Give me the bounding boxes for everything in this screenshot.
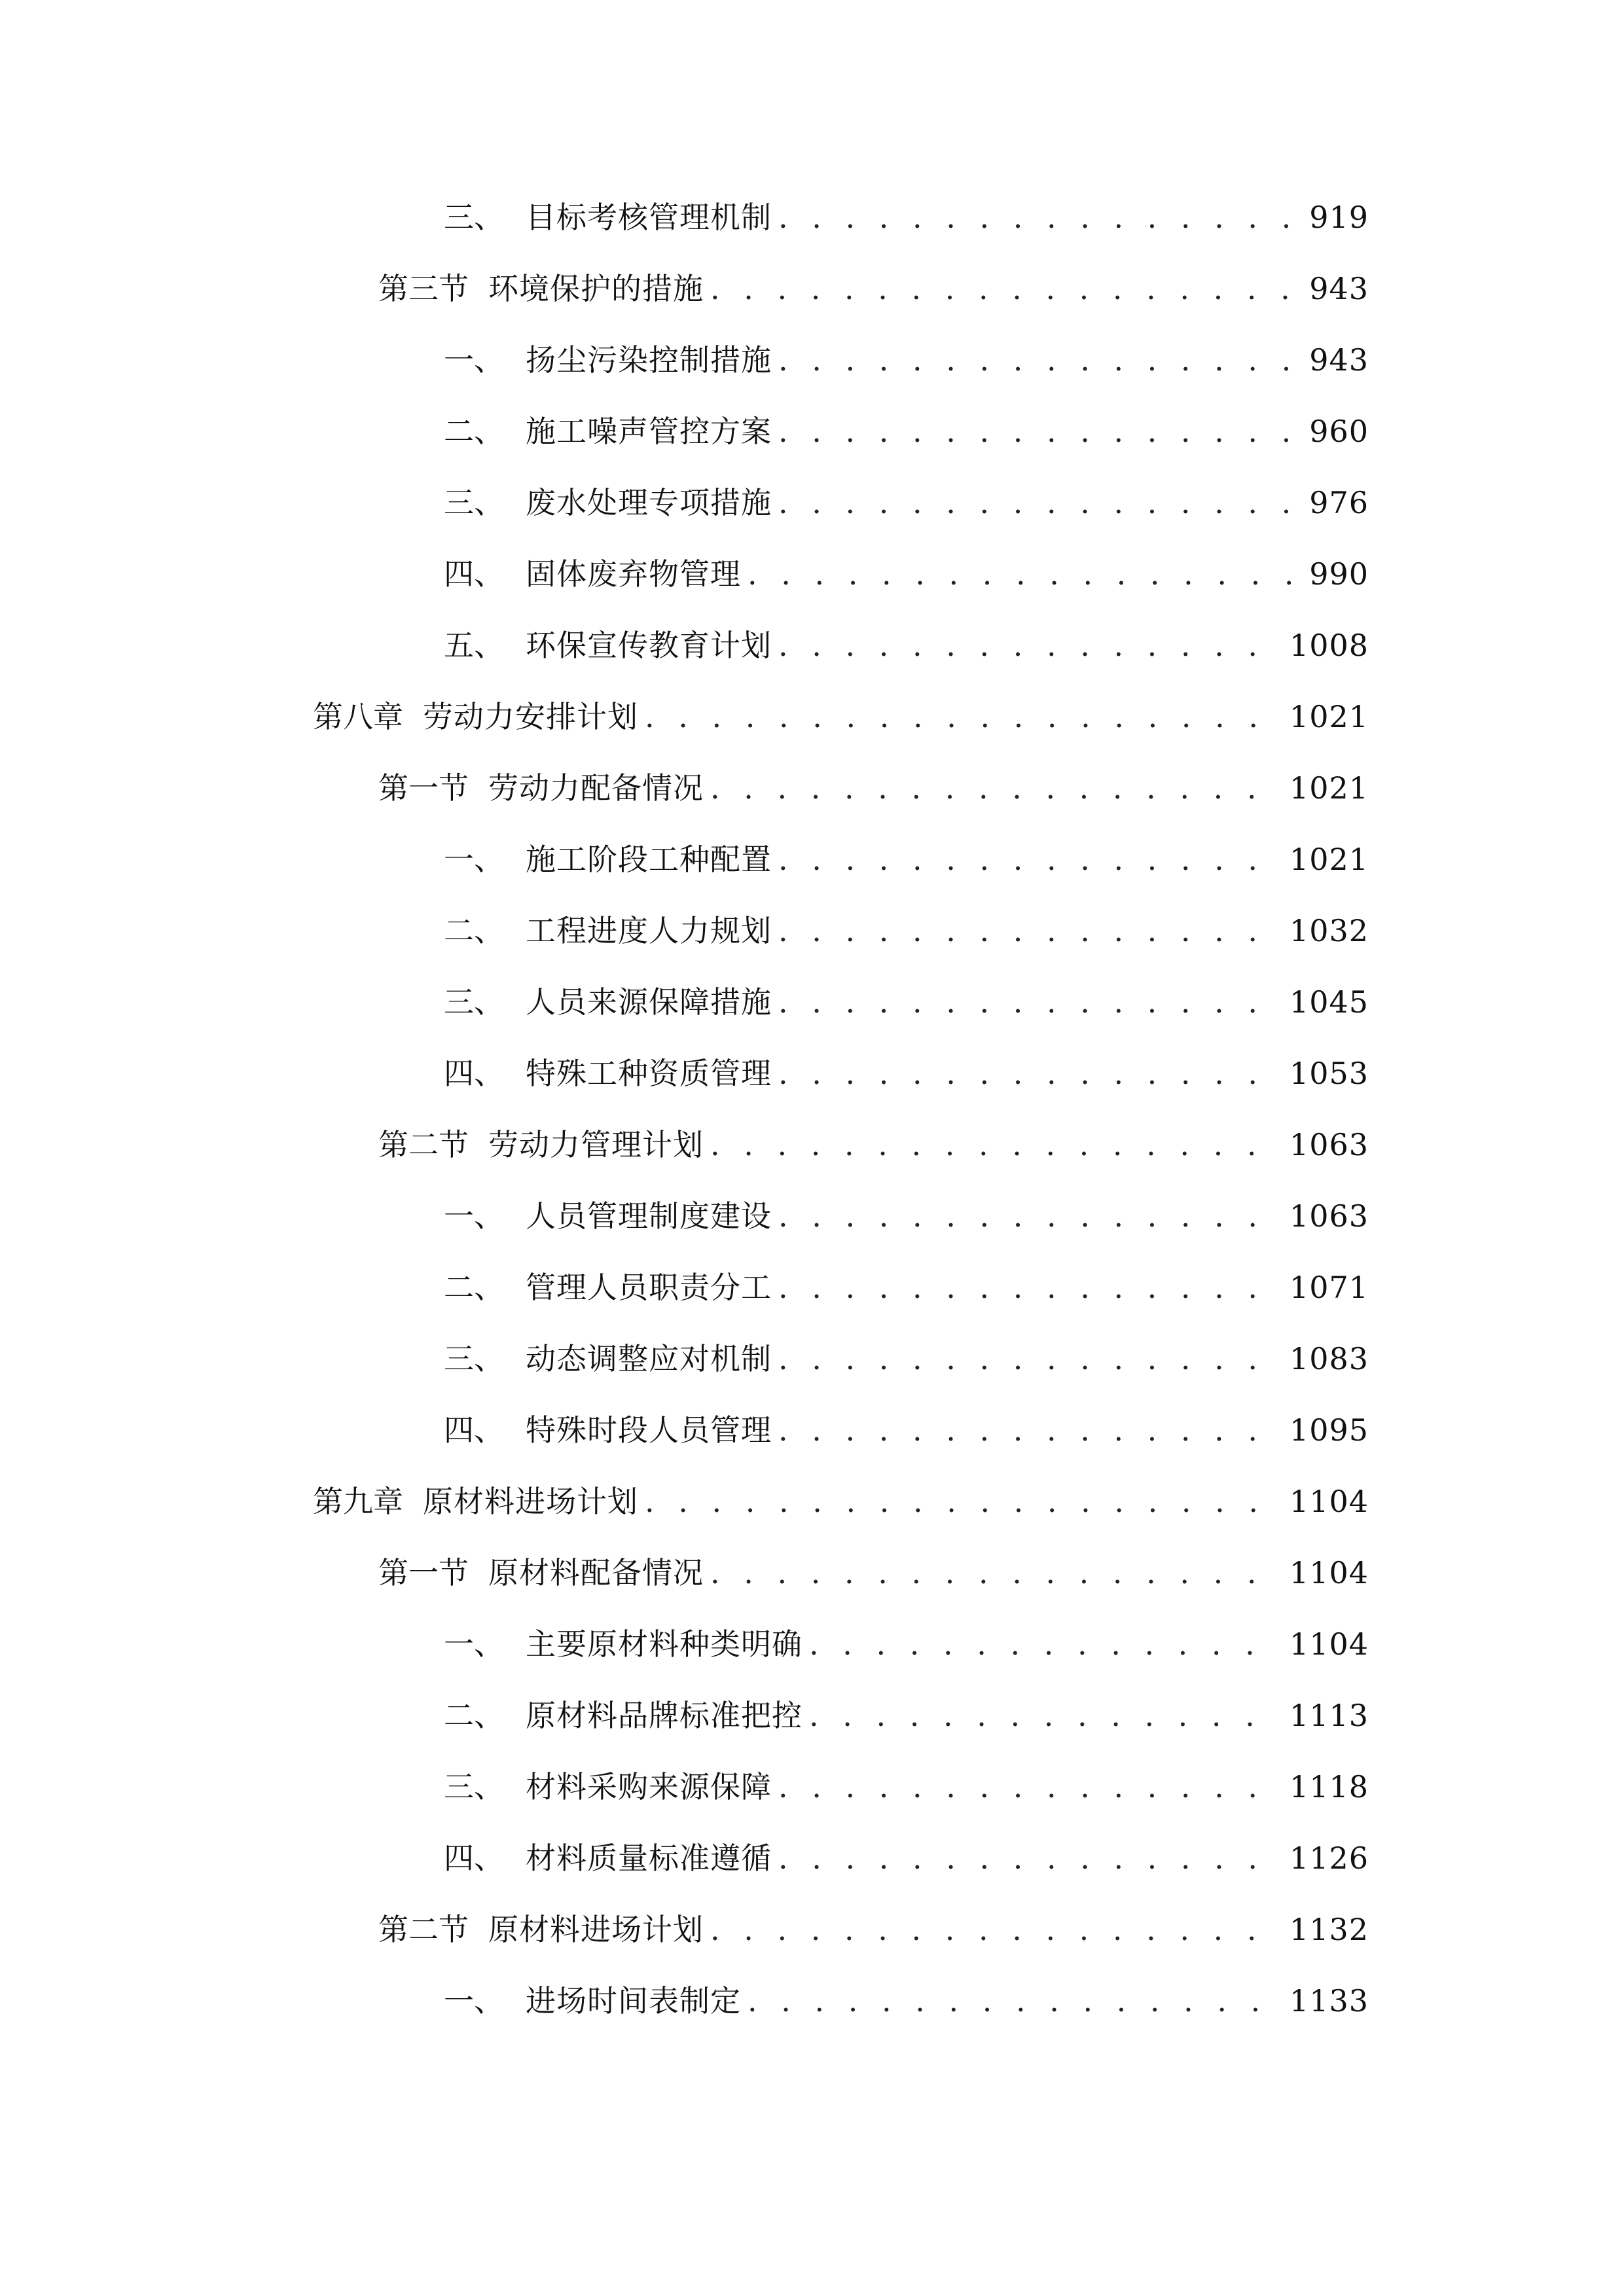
toc-entry-number: 第二节 <box>378 1127 469 1162</box>
toc-entry-title: 动态调整应对机制 <box>526 1341 772 1376</box>
toc-entry-title: 劳动力管理计划 <box>488 1127 704 1162</box>
toc-entry-page: 1132 <box>1289 1912 1369 1947</box>
toc-entry-page: 1021 <box>1289 699 1369 734</box>
toc-entry-title: 固体废弃物管理 <box>526 556 741 592</box>
dot-leader <box>710 262 1300 315</box>
toc-entry[interactable] <box>378 1903 1369 1956</box>
toc-entry[interactable] <box>444 1047 1369 1100</box>
toc-entry[interactable] <box>378 262 1369 315</box>
toc-entry-title: 人员来源保障措施 <box>526 984 772 1020</box>
toc-entry-title: 主要原材料种类明确 <box>526 1626 803 1662</box>
toc-entry[interactable] <box>444 476 1369 529</box>
toc-entry-number: 三、 <box>444 200 504 235</box>
toc-entry-page: 1053 <box>1289 1056 1369 1091</box>
toc-entry[interactable] <box>313 1475 1369 1528</box>
toc-entry-number: 第八章 <box>313 699 403 734</box>
toc-entry[interactable] <box>444 548 1369 600</box>
toc-entry[interactable] <box>444 1832 1369 1884</box>
toc-entry-title: 原材料品牌标准把控 <box>526 1698 803 1733</box>
toc-entry-page: 1104 <box>1289 1626 1369 1662</box>
toc-entry[interactable] <box>444 1404 1369 1456</box>
toc-entry-page: 1021 <box>1289 770 1369 806</box>
toc-entry-page: 1104 <box>1289 1484 1369 1519</box>
toc-entry[interactable] <box>444 619 1369 672</box>
toc-entry-number: 四、 <box>444 1412 504 1448</box>
toc-entry-title: 原材料进场计划 <box>488 1912 704 1947</box>
toc-entry-page: 1126 <box>1289 1840 1369 1876</box>
toc-entry-number: 三、 <box>444 984 504 1020</box>
toc-entry-page: 1104 <box>1289 1555 1369 1590</box>
toc-entry-number: 二、 <box>444 1698 504 1733</box>
toc-entry-number: 四、 <box>444 556 504 592</box>
toc-entry-page: 1032 <box>1289 913 1369 948</box>
dot-leader <box>710 1547 1280 1599</box>
toc-entry-title: 原材料进场计划 <box>423 1484 638 1519</box>
toc-entry-title: 施工阶段工种配置 <box>526 842 772 877</box>
toc-entry-number: 三、 <box>444 485 504 520</box>
toc-entry-page: 1063 <box>1289 1198 1369 1234</box>
toc-entry-number: 四、 <box>444 1840 504 1876</box>
toc-entry-number: 二、 <box>444 414 504 449</box>
toc-entry-title: 目标考核管理机制 <box>526 200 772 235</box>
dot-leader <box>710 1903 1280 1956</box>
toc-entry[interactable] <box>313 691 1369 743</box>
dot-leader <box>645 691 1280 743</box>
dot-leader <box>778 191 1300 243</box>
toc-entry[interactable] <box>378 1547 1369 1599</box>
dot-leader <box>748 548 1300 600</box>
toc-entry[interactable] <box>444 1689 1369 1742</box>
toc-entry[interactable] <box>444 1761 1369 1813</box>
toc-entry[interactable] <box>444 976 1369 1028</box>
dot-leader <box>778 833 1280 886</box>
toc-entry-title: 材料采购来源保障 <box>526 1769 772 1804</box>
toc-entry-title: 进场时间表制定 <box>526 1983 741 2018</box>
dot-leader <box>778 905 1280 957</box>
dot-leader <box>778 1333 1280 1385</box>
dot-leader <box>778 1404 1280 1456</box>
toc-entry-number: 第一节 <box>378 1555 469 1590</box>
toc-entry-number: 一、 <box>444 1626 504 1662</box>
dot-leader <box>809 1689 1280 1742</box>
toc-entry-page: 1095 <box>1289 1412 1369 1448</box>
dot-leader <box>778 405 1300 457</box>
toc-entry-number: 四、 <box>444 1056 504 1091</box>
toc-entry-number: 一、 <box>444 842 504 877</box>
toc-entry[interactable] <box>444 334 1369 386</box>
toc-entry-title: 特殊工种资质管理 <box>526 1056 772 1091</box>
dot-leader <box>710 762 1280 814</box>
toc-entry-page: 1008 <box>1289 628 1369 663</box>
toc-entry[interactable] <box>444 191 1369 243</box>
dot-leader <box>778 334 1300 386</box>
dot-leader <box>778 1047 1280 1100</box>
dot-leader <box>809 1618 1280 1670</box>
toc-entry-title: 原材料配备情况 <box>488 1555 704 1590</box>
toc-entry[interactable] <box>378 762 1369 814</box>
toc-entry-title: 环保宣传教育计划 <box>526 628 772 663</box>
toc-entry[interactable] <box>444 405 1369 457</box>
dot-leader <box>778 976 1280 1028</box>
toc-entry-title: 管理人员职责分工 <box>526 1270 772 1305</box>
toc-entry-title: 特殊时段人员管理 <box>526 1412 772 1448</box>
toc-entry-page: 1083 <box>1289 1341 1369 1376</box>
toc-entry[interactable] <box>444 1333 1369 1385</box>
toc-entry-title: 工程进度人力规划 <box>526 913 772 948</box>
toc-entry-page: 960 <box>1309 414 1369 449</box>
toc-entry-page: 943 <box>1309 342 1369 378</box>
toc-entry[interactable] <box>444 1618 1369 1670</box>
toc-entry-title: 废水处理专项措施 <box>526 485 772 520</box>
toc-entry[interactable] <box>444 905 1369 957</box>
toc-entry-title: 施工噪声管控方案 <box>526 414 772 449</box>
dot-leader <box>778 1261 1280 1314</box>
dot-leader <box>748 1975 1280 2027</box>
toc-entry-number: 三、 <box>444 1341 504 1376</box>
toc-entry-title: 劳动力配备情况 <box>488 770 704 806</box>
toc-entry[interactable] <box>444 1190 1369 1242</box>
toc-entry-number: 三、 <box>444 1769 504 1804</box>
dot-leader <box>778 1761 1280 1813</box>
toc-entry-title: 环境保护的措施 <box>488 271 704 306</box>
toc-entry-number: 一、 <box>444 342 504 378</box>
toc-entry-number: 第九章 <box>313 1484 403 1519</box>
toc-entry-page: 1118 <box>1289 1769 1369 1804</box>
toc-entry-page: 1063 <box>1289 1127 1369 1162</box>
toc-entry-number: 第一节 <box>378 770 469 806</box>
toc-entry-title: 人员管理制度建设 <box>526 1198 772 1234</box>
toc-entry[interactable] <box>444 1261 1369 1314</box>
toc-entry-number: 五、 <box>444 628 504 663</box>
toc-entry-page: 1113 <box>1289 1698 1369 1733</box>
dot-leader <box>710 1119 1280 1171</box>
toc-entry-number: 二、 <box>444 1270 504 1305</box>
dot-leader <box>778 619 1280 672</box>
dot-leader <box>778 1832 1280 1884</box>
toc-entry-page: 943 <box>1309 271 1369 306</box>
toc-entry[interactable] <box>378 1119 1369 1171</box>
toc-entry-title: 材料质量标准遵循 <box>526 1840 772 1876</box>
dot-leader <box>645 1475 1280 1528</box>
toc-entry-number: 二、 <box>444 913 504 948</box>
toc-entry[interactable] <box>444 1975 1369 2027</box>
dot-leader <box>778 1190 1280 1242</box>
toc-entry[interactable] <box>444 833 1369 886</box>
toc-entry-page: 1021 <box>1289 842 1369 877</box>
toc-entry-page: 919 <box>1309 200 1369 235</box>
toc-entry-number: 第二节 <box>378 1912 469 1947</box>
toc-entry-title: 劳动力安排计划 <box>423 699 638 734</box>
toc-entry-page: 990 <box>1309 556 1369 592</box>
dot-leader <box>778 476 1300 529</box>
toc-entry-title: 扬尘污染控制措施 <box>526 342 772 378</box>
toc-entry-number: 第三节 <box>378 271 469 306</box>
toc-entry-number: 一、 <box>444 1198 504 1234</box>
toc-entry-page: 1045 <box>1289 984 1369 1020</box>
toc-entry-page: 1071 <box>1289 1270 1369 1305</box>
toc-entry-page: 1133 <box>1289 1983 1369 2018</box>
toc-entry-number: 一、 <box>444 1983 504 2018</box>
toc-entry-page: 976 <box>1309 485 1369 520</box>
